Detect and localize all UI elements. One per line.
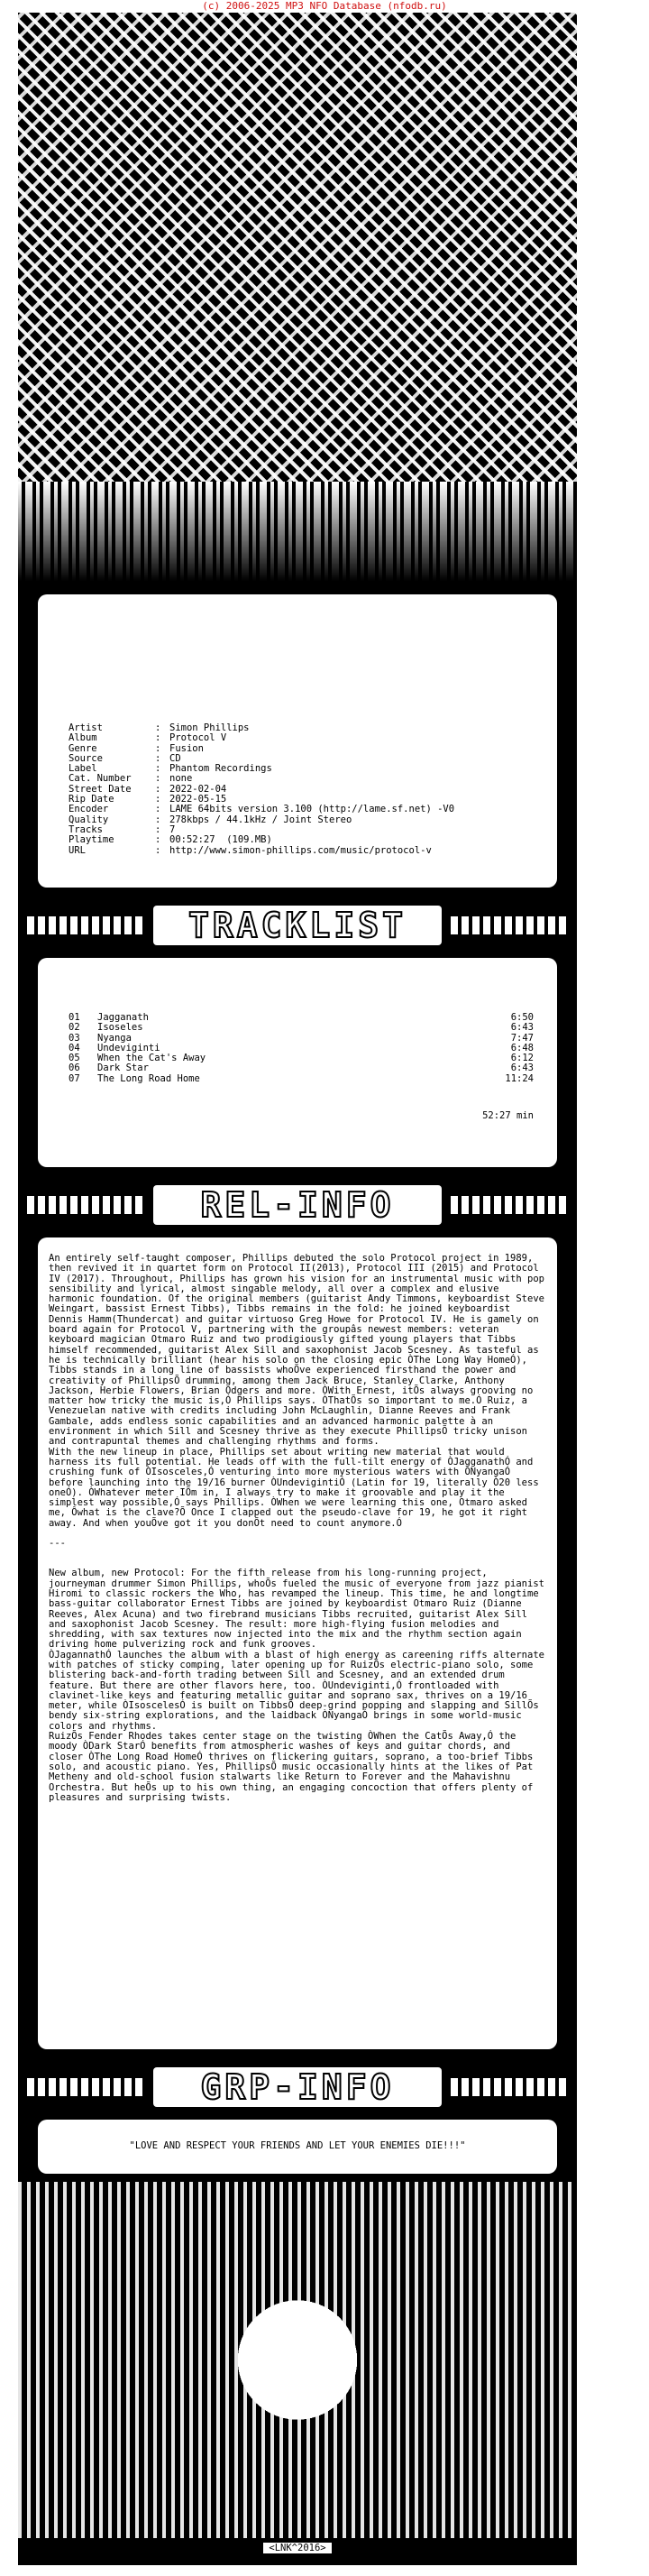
site-header: (c) 2006-2025 MP3 NFO Database (nfodb.ru) <box>202 0 447 12</box>
release-info-value: 2022-02-04 <box>169 783 227 795</box>
release-notes-paragraph: An entirely self-taught composer, Phillips debuted the solo Protocol project in 1989, then revived it in quartet form on Protocol II(2013), Protocol III (2015) and Protocol IV (2017). Throughout, Phillips has grown his vision for an instrumental music with pop sensibility and lyrical, almost singable melody, all over a complex and elusive harmonic foundation. Of the original members (guitarist Andy Timmons, keyboardist Steve Weingart, bassist Ernest Tibbs), Tibbs remains in the fold: he joined keyboardist Dennis Hamm(Thundercat) and guitar virtuoso Greg Howe for Protocol IV. He is gamely on board again for Protocol V, partnering with the groupâs newest members: veteran keyboard magician Otmaro Ruiz and two prodigiously gifted young players that Tibbs himself recommended, guitarist Alex Sill and saxophonist Jacob Scesney. As tasteful as he is technically brilliant (hear his solo on the closing epic ÒThe Long Way HomeÓ), Tibbs stands in a long line of bassists whoÕve experienced firsthand the power and creativity of PhillipsÕ drumming, among them Jack Bruce, Stanley Clarke, Anthony Jackson, Herbie Flowers, Brian Odgers and more. ÒWith Ernest, itÕs always grooving no matter how tricky the music is,Ó Phillips says. ÒThatÕs so important to me.Ó Ruiz, a Venezuelan native with credits including John McLaughlin, Dianne Reeves and Frank Gambale, adds endless sonic capabilities and an advanced harmonic palette à an environment in which Sill and Scesney thrive as they execute PhillipsÕ tricky unison and contrapuntal themes and challenging rhythms and forms. <box>49 1253 544 1448</box>
release-info-key: Tracks <box>69 823 103 835</box>
release-info-row <box>69 835 454 845</box>
skull-art <box>18 2182 577 2538</box>
release-info-key: Rip Date <box>69 794 114 805</box>
track-duration: 6:50 <box>510 1012 534 1023</box>
track-title: The Long Road Home <box>97 1072 200 1084</box>
release-info-value: LAME 64bits version 3.100 (http://lame.sf.net) -V0 <box>169 804 455 815</box>
footer-credit-text: <LNK^2016> <box>263 2543 331 2553</box>
release-info-separator: : <box>155 794 161 805</box>
track-number: 01 <box>69 1012 80 1023</box>
track-number: 04 <box>69 1042 80 1053</box>
track-title: Isoseles <box>97 1022 143 1034</box>
banner-decoration-left <box>27 2078 144 2096</box>
release-info-row <box>69 805 454 814</box>
release-info-value: Phantom Recordings <box>169 763 272 775</box>
track-duration: 7:47 <box>510 1032 534 1044</box>
relinfo-banner <box>18 1178 577 1232</box>
release-notes-paragraph: ÒJagannathÓ launches the album with a blast of high energy as careening riffs alternate with patches of sticky comping, later opening up for RuizÕs electric-piano solo, some blistering back-and-forth trading between Sill and Scesney, and an extended drum feature. But there are other flavors here, too. ÒUndeviginti,Ó frontloaded with clavinet-like keys and featuring metallic guitar and soprano sax, thrives on a 19/16 meter, while ÒIsoscelesÓ is built on TibbsÕ deep-grind popping and slapping and SillÕs bendy six-string explorations, and the laidback ÒNyangaÓ brings in some world-music colors and rhythms. <box>49 1649 544 1732</box>
group-motto-panel <box>38 2120 557 2174</box>
track-row <box>69 1023 534 1033</box>
track-row <box>69 1074 534 1084</box>
track-list <box>69 1013 534 1084</box>
release-info-separator: : <box>155 752 161 764</box>
tracklist-panel <box>38 958 557 1167</box>
track-title: When the Cat's Away <box>97 1053 206 1064</box>
release-notes-paragraph: With the new lineup in place, Phillips set about writing new material that would harness its full potential. He leads off with the full-tilt energy of ÒJagganathÓ and crushing funk of ÒIsosceles,Ó venturing into more mysterious waters with ÒNyangaÓ before launching into the 19/16 burner ÒUndevigintiÓ (Latin for 19, literally Ò20 less oneÓ). ÒWhatever meter IÕm in, I always try to make it groovable and play it the simplest way possible,Ó says Phillips. ÒWhen we were learning this one, Otmaro asked me, Ôwhat is the clave?Õ Once I clapped out the pseudo-clave for 19, he got it right away. And when youÕve got it you donÕt need to count anymore.Ó <box>49 1446 539 1529</box>
release-info-panel <box>38 594 557 888</box>
footer-credit <box>18 2543 577 2553</box>
track-title: Undeviginti <box>97 1042 160 1053</box>
release-info-row <box>69 733 454 743</box>
release-info-key: Source <box>69 752 103 764</box>
release-notes-separator: --- <box>49 1538 66 1550</box>
banner-decoration-left <box>27 1196 144 1214</box>
logo-art <box>18 13 577 482</box>
release-notes-panel <box>38 1237 557 2049</box>
release-info-value: CD <box>169 752 181 764</box>
release-info-row <box>69 744 454 754</box>
release-info-value: http://www.simon-phillips.com/music/protocol-v <box>169 844 432 856</box>
release-info-key: Street Date <box>69 783 132 795</box>
track-number: 05 <box>69 1053 80 1064</box>
track-title: Nyanga <box>97 1032 132 1044</box>
release-info-separator: : <box>155 732 161 744</box>
release-info-row <box>69 815 454 825</box>
relinfo-heading: REL-INFO <box>200 1185 395 1225</box>
release-info-value: Fusion <box>169 742 204 754</box>
release-info-separator: : <box>155 722 161 733</box>
total-playtime-value: 52:27 min <box>482 1110 534 1121</box>
release-info-separator: : <box>155 763 161 775</box>
release-info-separator: : <box>155 783 161 795</box>
release-info-key: Encoder <box>69 804 109 815</box>
group-motto: "LOVE AND RESPECT YOUR FRIENDS AND LET YOUR ENEMIES DIE!!!" <box>129 2140 466 2151</box>
release-info-key: Label <box>69 763 97 775</box>
track-title: Dark Star <box>97 1063 149 1074</box>
release-info-separator: : <box>155 773 161 785</box>
release-info-separator: : <box>155 844 161 856</box>
banner-decoration-right <box>451 916 568 934</box>
release-info-key: Artist <box>69 722 103 733</box>
release-notes-paragraph: RuizÕs Fender Rhodes takes center stage on the twisting ÒWhen the CatÕs Away,Ó the moody ÒDark StarÓ benefits from atmospheric washes of keys and guitar chords, and closer ÒThe Long Road HomeÓ thrives on flickering guitars, soprano, a too-brief Tibbs solo, and acoustic piano. Yes, PhillipsÕ music occasionally hints at the likes of Pat Metheny and old-school fusion stalwarts like Return to Forever and the Mahavishnu Orchestra. But heÕs up to his own thing, an engaging concoction that offers plenty of pleasures and surprising twists. <box>49 1731 534 1803</box>
grpinfo-heading: GRP-INFO <box>200 2067 395 2107</box>
release-info-value: 2022-05-15 <box>169 794 227 805</box>
logo-drip-art <box>18 482 577 581</box>
track-duration: 6:43 <box>510 1022 534 1034</box>
release-info-row <box>69 785 454 795</box>
release-info-key: Quality <box>69 814 109 825</box>
release-notes-paragraph: New album, new Protocol: For the fifth release from his long-running project, journeyman drummer Simon Phillips, whoÕs fueled the music of everyone from jazz pianist Hiromi to classic rockers the Who, has revamped the lineup. This time, he and longtime bass-guitar collaborator Ernest Tibbs are joined by keyboardist Otmaro Ruiz (Dianne Reeves, Alex Acuna) and two firebrand musicians Tibbs recruited, guitarist Alex Sill and saxophonist Jacob Scesney. The result: more high-flying fusion melodies and shredding, with sax textures now injected into the mix and the rhythm section again driving home pulverizing rock and funk grooves. <box>49 1568 544 1651</box>
banner-decoration-left <box>27 916 144 934</box>
track-duration: 6:12 <box>510 1053 534 1064</box>
track-number: 06 <box>69 1063 80 1074</box>
track-number: 07 <box>69 1072 80 1084</box>
release-info-separator: : <box>155 814 161 825</box>
release-info-value: none <box>169 773 193 785</box>
banner-decoration-right <box>451 2078 568 2096</box>
release-info-separator: : <box>155 834 161 846</box>
release-info-value: 7 <box>169 823 176 835</box>
nfo-document <box>18 13 577 2565</box>
release-notes-body <box>49 1254 550 1803</box>
track-duration: 11:24 <box>505 1072 534 1084</box>
release-info-value: 00:52:27 (109.MB) <box>169 834 272 846</box>
grpinfo-banner <box>18 2060 577 2114</box>
release-info-value: Simon Phillips <box>169 722 250 733</box>
total-playtime <box>69 1111 534 1121</box>
tracklist-banner <box>18 898 577 952</box>
release-info-row <box>69 723 454 733</box>
release-info-separator: : <box>155 823 161 835</box>
release-info-key: Cat. Number <box>69 773 132 785</box>
track-number: 02 <box>69 1022 80 1034</box>
track-title: Jagganath <box>97 1012 149 1023</box>
release-info-key: URL <box>69 844 86 856</box>
release-info-key: Genre <box>69 742 97 754</box>
track-duration: 6:48 <box>510 1042 534 1053</box>
release-info-separator: : <box>155 804 161 815</box>
release-info-separator: : <box>155 742 161 754</box>
track-number: 03 <box>69 1032 80 1044</box>
banner-decoration-right <box>451 1196 568 1214</box>
release-info-key: Playtime <box>69 834 114 846</box>
release-info-row <box>69 846 454 856</box>
release-info-value: Protocol V <box>169 732 227 744</box>
release-info-list <box>69 723 454 856</box>
release-info-value: 278kbps / 44.1kHz / Joint Stereo <box>169 814 352 825</box>
track-duration: 6:43 <box>510 1063 534 1074</box>
release-info-key: Album <box>69 732 97 744</box>
tracklist-heading: TRACKLIST <box>188 906 407 945</box>
